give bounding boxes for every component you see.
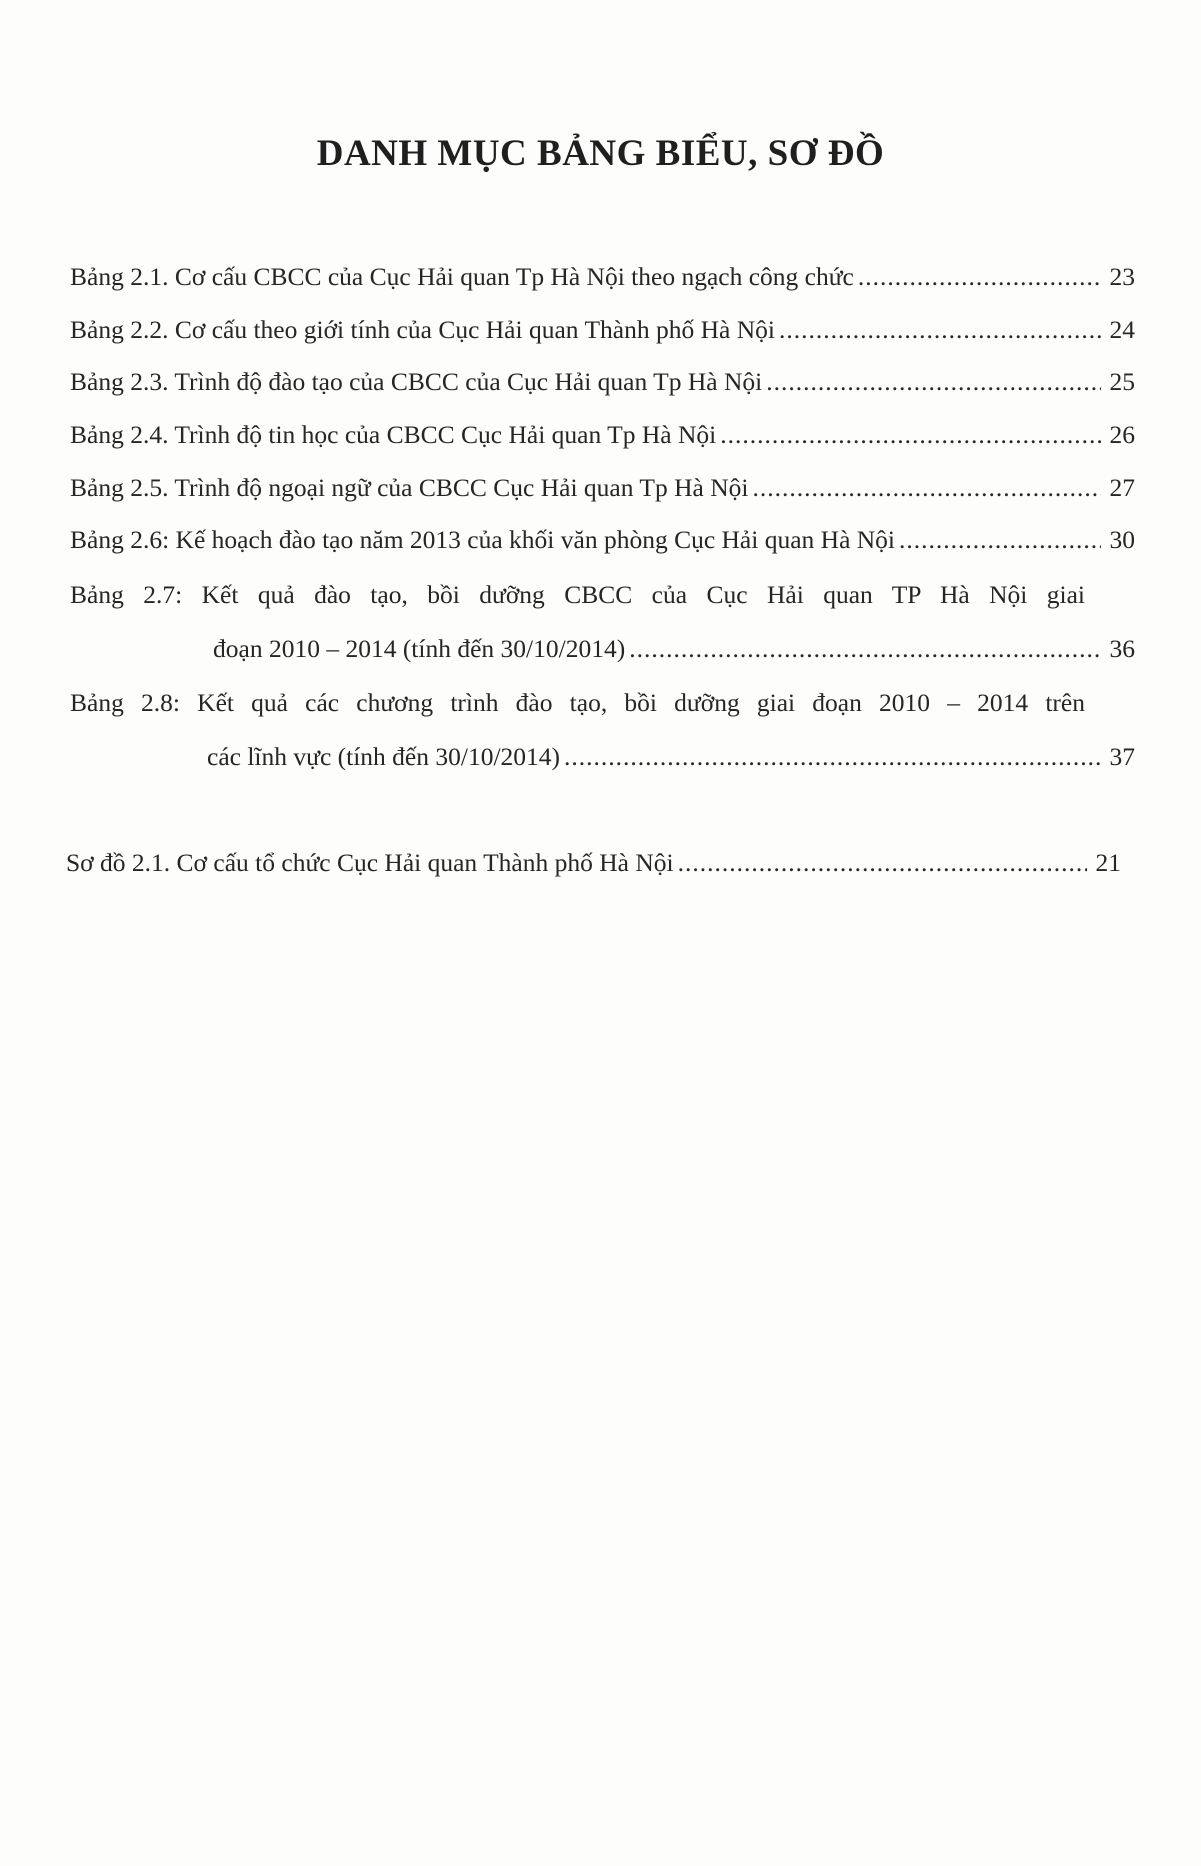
toc-entry-text-line2: đoạn 2010 – 2014 (tính đến 30/10/2014) — [213, 634, 626, 663]
toc-page-number: 26 — [1109, 420, 1135, 449]
toc-entry-text: Bảng 2.3. Trình độ đào tạo của CBCC của Cục Hải quan Tp Hà Nội — [70, 367, 763, 396]
toc-page-number: 25 — [1109, 367, 1135, 396]
toc-page-number: 37 — [1109, 742, 1135, 771]
dot-leader — [779, 315, 1101, 345]
toc-entry-text: Sơ đồ 2.1. Cơ cấu tổ chức Cục Hải quan Thành phố Hà Nội — [66, 848, 674, 877]
dot-leader — [752, 473, 1101, 503]
dot-leader — [720, 420, 1101, 450]
toc-entry-text: Bảng 2.1. Cơ cấu CBCC của Cục Hải quan Tp Hà Nội theo ngạch công chức — [70, 262, 854, 291]
toc-entry-text: Bảng 2.2. Cơ cấu theo giới tính của Cục Hải quan Thành phố Hà Nội — [70, 315, 775, 344]
toc-entry-table-2-5[interactable] — [70, 473, 1135, 503]
dot-leader — [564, 742, 1101, 772]
toc-entry-table-2-1[interactable] — [70, 262, 1135, 292]
toc-entry-text: Bảng 2.5. Trình độ ngoại ngữ của CBCC Cục Hải quan Tp Hà Nội — [70, 473, 749, 502]
toc-entry-table-2-6[interactable] — [70, 525, 1135, 555]
toc-page-number: 24 — [1109, 315, 1135, 344]
page-title: DANH MỤC BẢNG BIỂU, SƠ ĐỒ — [316, 133, 885, 174]
toc-entry-table-2-4[interactable] — [70, 420, 1135, 450]
dot-leader — [899, 525, 1101, 555]
toc-page-number: 27 — [1109, 473, 1135, 502]
toc-entry-text-line1: Bảng 2.8: Kết quả các chương trình đào tạo, bồi dưỡng giai đoạn 2010 – 2014 trên — [70, 688, 1085, 717]
dot-leader — [858, 262, 1101, 292]
toc-page-number: 21 — [1095, 848, 1121, 877]
toc-entry-diagram-2-1[interactable] — [66, 848, 1121, 878]
toc-page-number: 30 — [1109, 525, 1135, 554]
dot-leader — [766, 367, 1101, 397]
toc-entry-table-2-3[interactable] — [70, 367, 1135, 397]
toc-entry-table-2-2[interactable] — [70, 315, 1135, 345]
toc-entry-table-2-8[interactable] — [70, 688, 1135, 772]
toc-entry-text: Bảng 2.4. Trình độ tin học của CBCC Cục Hải quan Tp Hà Nội — [70, 420, 717, 449]
dot-leader — [629, 634, 1101, 664]
toc-page-number: 23 — [1109, 262, 1135, 291]
toc-entry-table-2-7[interactable] — [70, 580, 1135, 664]
toc-entry-text-line1: Bảng 2.7: Kết quả đào tạo, bồi dưỡng CBCC của Cục Hải quan TP Hà Nội giai — [70, 580, 1085, 609]
toc-entry-text-line2: các lĩnh vực (tính đến 30/10/2014) — [207, 742, 561, 771]
dot-leader — [678, 848, 1087, 878]
toc-entry-text: Bảng 2.6: Kế hoạch đào tạo năm 2013 của khối văn phòng Cục Hải quan Hà Nội — [70, 525, 896, 554]
toc-page-number: 36 — [1109, 634, 1135, 663]
